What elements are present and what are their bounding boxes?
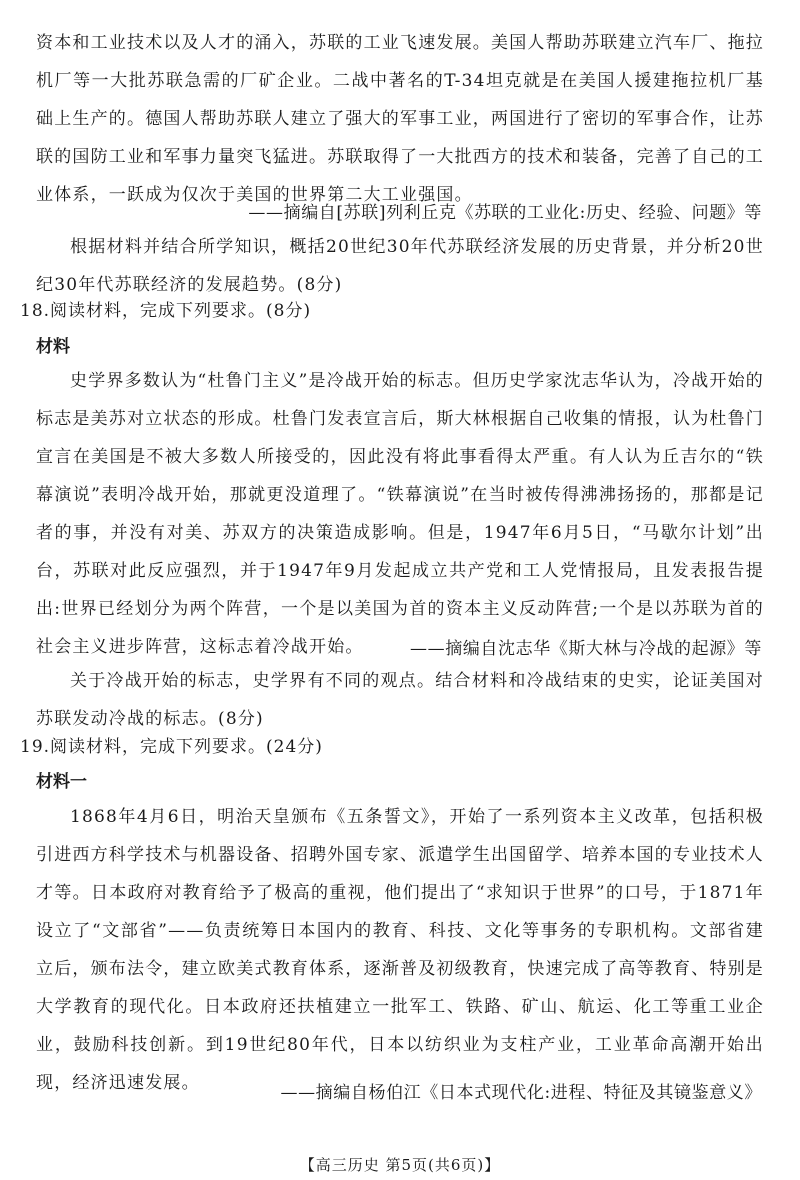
q19-source: ——摘编自杨伯江《日本式现代化:进程、特征及其镜鉴意义》 <box>280 1083 762 1103</box>
q19-heading: 19.阅读材料，完成下列要求。(24分) <box>20 737 323 757</box>
q17-question: 根据材料并结合所学知识，概括20世纪30年代苏联经济发展的历史背景，并分析20世纪30年代苏联经济的发展趋势。(8分) <box>36 237 764 295</box>
q17-source: ——摘编自[苏联]列利丘克《苏联的工业化:历史、经验、问题》等 <box>248 203 762 223</box>
q18-material-label: 材料 <box>36 337 70 357</box>
q19-material-label: 材料一 <box>36 772 87 792</box>
q18-source: ——摘编自沈志华《斯大林与冷战的起源》等 <box>410 639 762 659</box>
page-footer: 【高三历史 第5页(共6页)】 <box>299 1156 501 1174</box>
q18-question: 关于冷战开始的标志，史学界有不同的观点。结合材料和冷战结束的史实，论证美国对苏联发动冷战的标志。(8分) <box>36 671 764 729</box>
q18-material: 史学界多数认为“杜鲁门主义”是冷战开始的标志。但历史学家沈志华认为，冷战开始的标志是美苏对立状态的形成。杜鲁门发表宣言后，斯大林根据自己收集的情报，认为杜鲁门宣言在美国是不被大多数人所接受的，因此没有将此事看得太严重。有人认为丘吉尔的“铁幕演说”表明冷战开始，那就更没道理了。“铁幕演说”在当时被传得沸沸扬扬的，那都是记者的事，并没有对美、苏双方的决策造成影响。但是，1947年6月5日，“马歇尔计划”出台，苏联对此反应强烈，并于1947年9月发起成立共产党和工人党情报局，且发表报告提出:世界已经划分为两个阵营，一个是以美国为首的资本主义反动阵营;一个是以苏联为首的社会主义进步阵营，这标志着冷战开始。 <box>36 371 764 657</box>
q17-material-tail: 资本和工业技术以及人才的涌入，苏联的工业飞速发展。美国人帮助苏联建立汽车厂、拖拉机厂等一大批苏联急需的厂矿企业。二战中著名的T-34坦克就是在美国人援建拖拉机厂基础上生产的。德国人帮助苏联人建立了强大的军事工业，两国进行了密切的军事合作，让苏联的国防工业和军事力量突飞猛进。苏联取得了一大批西方的技术和装备，完善了自己的工业体系，一跃成为仅次于美国的世界第二大工业强国。 <box>36 33 764 205</box>
q18-heading: 18.阅读材料，完成下列要求。(8分) <box>20 301 312 321</box>
q19-material: 1868年4月6日，明治天皇颁布《五条誓文》，开始了一系列资本主义改革，包括积极引进西方科学技术与机器设备、招聘外国专家、派遣学生出国留学、培养本国的专业技术人才等。日本政府对教育给予了极高的重视，他们提出了“求知识于世界”的口号，于1871年设立了“文部省”——负责统筹日本国内的教育、科技、文化等事务的专职机构。文部省建立后，颁布法令，建立欧美式教育体系，逐渐普及初级教育，快速完成了高等教育、特别是大学教育的现代化。日本政府还扶植建立一批军工、铁路、矿山、航运、化工等重工业企业，鼓励科技创新。到19世纪80年代，日本以纺织业为支柱产业，工业革命高潮开始出现，经济迅速发展。 <box>36 807 764 1093</box>
